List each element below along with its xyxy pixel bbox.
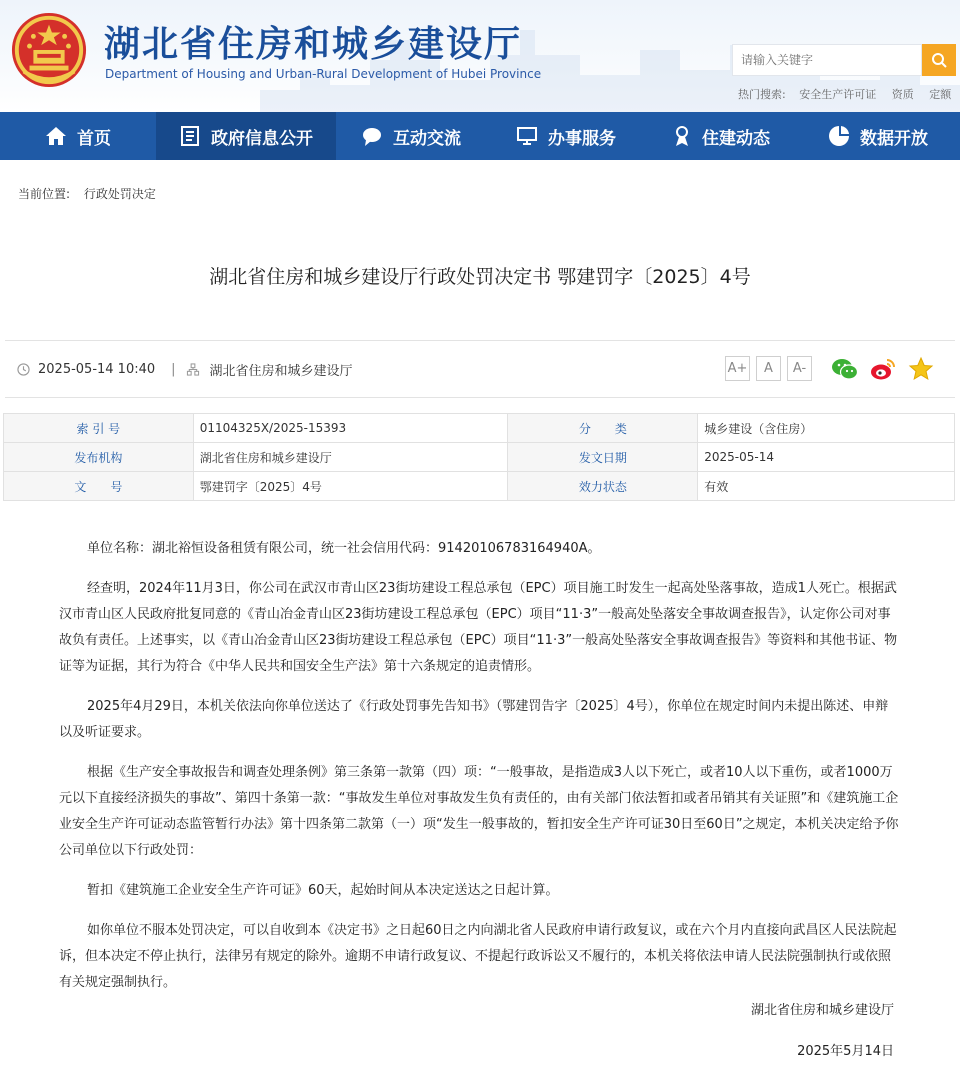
body-paragraph: 如你单位不服本处罚决定，可以自收到本《决定书》之日起60日之内向湖北省人民政府申请行政复议，或在六个月内直接向武昌区人民法院起诉，但本决定不停止执行，法律另有规定的除外。逾期不申请行政复议、不提起行政诉讼又不履行的，本机关将依法申请人民法院强制执行或依照有关规定强制执行。	[59, 923, 897, 990]
nav-item-open-data[interactable]	[796, 112, 960, 160]
body-paragraph: 暂扣《建筑施工企业安全生产许可证》60天，起始时间从本决定送达之日起计算。	[87, 883, 559, 898]
info-key: 效力状态	[508, 472, 698, 501]
site-title[interactable]: 湖北省住房和城乡建设厅	[104, 23, 523, 65]
publish-datetime: 2025-05-14 10:40	[38, 362, 156, 377]
weibo-icon[interactable]	[869, 356, 897, 382]
search-icon	[931, 52, 947, 68]
home-icon	[45, 125, 67, 147]
font-default-button[interactable]: A	[756, 356, 781, 381]
info-value: 有效	[698, 472, 955, 501]
nav-item-gov-info[interactable]	[156, 112, 336, 160]
nav-label: 办事服务	[548, 128, 616, 149]
hot-search-term[interactable]: 定额	[929, 88, 952, 101]
search-button[interactable]	[922, 44, 956, 76]
info-value: 城乡建设（含住房）	[698, 414, 955, 443]
info-key: 发文日期	[508, 443, 698, 472]
search-input[interactable]	[733, 45, 921, 75]
breadcrumb-current[interactable]: 行政处罚决定	[83, 187, 156, 201]
document-icon	[179, 125, 201, 147]
article-source: 湖北省住房和城乡建设厅	[209, 364, 353, 379]
info-value: 鄂建罚字〔2025〕4号	[193, 472, 508, 501]
monitor-icon	[516, 125, 538, 147]
font-decrease-button[interactable]: A-	[787, 356, 812, 381]
info-key: 发布机构	[4, 443, 194, 472]
main-nav	[0, 112, 960, 160]
article-meta-bar	[5, 340, 955, 398]
body-paragraph: 根据《生产安全事故报告和调查处理条例》第三条第一款第（四）项：“一般事故，是指造成3人以下死亡，或者10人以下重伤，或者1000万元以下直接经济损失的事故”、第四十条第一款：“事故发生单位对事故发生负有责任的，由有关部门依法暂扣或者吊销其有关证照”和《建筑施工企业安全生产许可证动态监管暂行办法》第十四条第二款第（一）项“发生一般事故的，暂扣安全生产许可证30日至60日”之规定，本机关决定给予你公司单位以下行政处罚：	[59, 765, 899, 858]
body-paragraph: 经查明，2024年11月3日，你公司在武汉市青山区23街坊建设工程总承包（EPC）项目施工时发生一起高处坠落事故，造成1人死亡。根据武汉市青山区人民政府批复同意的《青山冶金青山区23街坊建设工程总承包（EPC）项目“11·3”一般高处坠落安全事故调查报告》，认定你公司对事故负有责任。上述事实，以《青山冶金青山区23街坊建设工程总承包（EPC）项目“11·3”一般高处坠落安全事故调查报告》等资料和其他书证、物证等为证据，其行为符合《中华人民共和国安全生产法》第十六条规定的追责情形。	[59, 581, 898, 674]
nav-label: 政府信息公开	[211, 128, 313, 149]
nav-label: 互动交流	[393, 128, 461, 149]
nav-label: 住建动态	[702, 128, 770, 149]
breadcrumb	[18, 185, 156, 202]
hot-search	[738, 86, 960, 102]
info-key: 文 号	[4, 472, 194, 501]
nav-item-services[interactable]	[486, 112, 646, 160]
national-emblem-icon	[10, 10, 88, 90]
article-body	[59, 536, 901, 1010]
org-icon	[186, 363, 200, 376]
nav-label: 数据开放	[860, 128, 928, 149]
meta-separator: |	[171, 362, 176, 377]
font-increase-button[interactable]: A+	[725, 356, 750, 381]
table-row	[4, 443, 955, 472]
nav-item-interaction[interactable]	[336, 112, 486, 160]
page-title: 湖北省住房和城乡建设厅行政处罚决定书 鄂建罚字〔2025〕4号	[209, 266, 751, 288]
favorite-star-icon[interactable]	[907, 356, 935, 382]
breadcrumb-label: 当前位置:	[18, 187, 71, 201]
wechat-icon[interactable]	[831, 356, 859, 382]
hot-search-term[interactable]: 资质	[891, 88, 914, 101]
body-paragraph: 2025年4月29日，本机关依法向你单位送达了《行政处罚事先告知书》（鄂建罚告字〔2025〕4号），你单位在规定时间内未提出陈述、申辩以及听证要求。	[59, 699, 889, 740]
hot-search-label: 热门搜索:	[738, 88, 786, 101]
clock-icon	[17, 363, 30, 376]
table-row	[4, 472, 955, 501]
document-info-table	[3, 413, 955, 501]
signature-org: 湖北省住房和城乡建设厅	[750, 1003, 894, 1018]
nav-item-news[interactable]	[646, 112, 796, 160]
signature-date: 2025年5月14日	[797, 1044, 894, 1059]
site-header	[0, 0, 960, 112]
article-meta	[17, 360, 353, 379]
body-paragraph: 单位名称：湖北裕恒设备租赁有限公司，统一社会信用代码：91420106783164940A。	[87, 541, 601, 556]
nav-label: 首页	[77, 128, 111, 149]
person-badge-icon	[672, 125, 692, 147]
nav-item-home[interactable]	[0, 112, 156, 160]
info-key: 索 引 号	[4, 414, 194, 443]
info-value: 湖北省住房和城乡建设厅	[193, 443, 508, 472]
table-row	[4, 414, 955, 443]
info-value: 01104325X/2025-15393	[193, 414, 508, 443]
site-subtitle: Department of Housing and Urban-Rural Development of Hubei Province	[105, 67, 542, 81]
hot-search-term[interactable]: 安全生产许可证	[799, 88, 877, 101]
info-key: 分 类	[508, 414, 698, 443]
pie-chart-icon	[828, 125, 850, 147]
search-box	[732, 44, 922, 76]
chat-icon	[361, 125, 383, 147]
info-value: 2025-05-14	[698, 443, 955, 472]
